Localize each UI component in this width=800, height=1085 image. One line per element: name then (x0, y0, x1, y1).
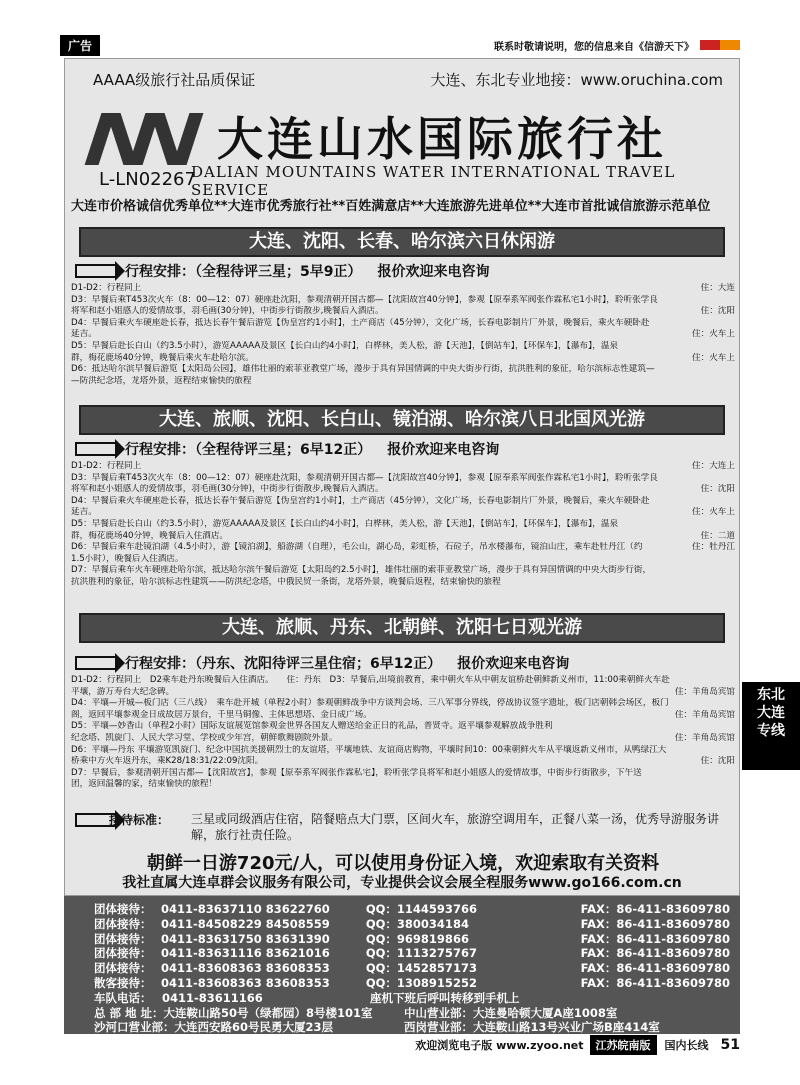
itinerary-line: D1-D2：行程同上 D2乘车赴丹东晚餐后入住酒店。 住：丹东 D3：早餐后,出境前教育，乘中朝火车从中朝友谊桥赴朝鲜新义州市，11:00乘朝鲜火车赴 (71, 675, 670, 685)
itinerary-line: 抗洪胜利的象征，哈尔滨标志性建筑——防洪纪念塔，中俄民贸一条街，龙塔外景，晚餐后返程，结束愉快的旅程 (71, 576, 501, 587)
itinerary-line: D6：抵达哈尔滨早餐后游览【太阳岛公园】，雄伟壮丽的索菲亚教堂广场，漫步于具有异国情调的中央大街步行街，抗洪胜利的象征，哈尔滨标志性建筑— (71, 364, 655, 375)
north-korea-promo: 朝鲜一日游720元/人，可以使用身份证入境，欢迎索取有关资料 (146, 853, 660, 874)
address-row: 总 部 地 址：大连鞍山路50号（绿都园）8号楼101室 中山营业部：大连曼哈顿大厦A座1008室 (94, 1005, 618, 1020)
license-number: L-LN02267 (99, 169, 196, 190)
quality-slogan: AAAA级旅行社品质保证 (93, 71, 256, 89)
itinerary-line: 平壤，游万寿台大纪念碑。 住：羊角岛宾馆 (71, 686, 735, 697)
itinerary-line: 团，返回温馨的家，结束愉快的旅程！ (71, 779, 218, 790)
itinerary-line: D1-D2：行程同上 住：大连 (71, 283, 735, 293)
car-team-row: 车队电话： 0411-83611166 座机下班后呼叫转移到手机上 (94, 990, 520, 1005)
advertisement (64, 58, 740, 896)
schedule-note: 报价欢迎来电咨询 (377, 264, 490, 280)
itinerary-line: 阁，返回平壤参观金日成故居万景台，千里马铜像、主体思想塔、金日成广场。 住：羊角岛宾馆 (71, 709, 735, 720)
service-text: 三星或同级酒店住宿，陪餐赔点大门票，区间火车，旅游空调用车，正餐八菜一汤，优秀导游服务讲解，旅行社责任险。 (191, 812, 720, 842)
tour-2-itinerary (71, 461, 735, 589)
itinerary-line: D6：平壤—丹东 平壤游览凯旋门、纪念中国抗美援朝烈士的友谊塔，平壤地铁、友谊商店购物，平壤时间10：00乘朝鲜火车从平壤返新义州市，从鸭绿江大 (71, 744, 667, 755)
itinerary-line: D7：早餐后乘车火车硬座赴哈尔滨，抵达哈尔滨午餐后游览【太阳岛约2.5小时】，雄伟壮丽的索菲亚教堂广场，漫步于具有异国情调的中央大街步行街， (71, 565, 652, 576)
contact-row: 团体接待： 0411-84508229 84508559 QQ：380034184 FAX：86-411-83609780 (94, 916, 730, 931)
schedule-note: 报价欢迎来电咨询 (387, 442, 500, 458)
tour-3-title: 大连、旅顺、丹东、北朝鲜、沈阳七日观光游 (79, 613, 725, 643)
ad-tag: 广告 (60, 35, 100, 56)
itinerary-line: D4：早餐后乘火车硬座赴长春，抵达长春午餐后游览【伪皇宫约1小时】，土产商店（45分钟），文化广场，长春电影制片厂外景，晚餐后，乘火车硬卧赴 (71, 317, 650, 328)
contact-row: 散客接待： 0411-83608363 83608353 QQ：1308915252 FAX：86-411-83609780 (94, 975, 730, 990)
tour-3-schedule (75, 653, 569, 673)
meeting-service-line: 我社直属大连卓群会议服务有限公司，专业提供会议会展全程服务www.go166.com.cn (122, 875, 682, 891)
top-bar (60, 34, 740, 56)
tour-1-title: 大连、沈阳、长春、哈尔滨六日休闲游 (79, 227, 725, 257)
tour-1-itinerary (71, 283, 735, 387)
tour-1-schedule (75, 261, 489, 281)
contact-row: 团体接待： 0411-83608363 83608353 QQ：1452857173 FAX：86-411-83609780 (94, 961, 730, 976)
tour-2-title: 大连、旅顺、沈阳、长白山、镜泊湖、哈尔滨八日北国风光游 (79, 405, 725, 435)
itinerary-line: D4：早餐后乘火车硬座赴长春，抵达长春午餐后游览【伪皇宫约1小时】，土产商店（45分钟），文化广场，长春电影制片厂外景，晚餐后，乘火车硬卧赴 (71, 495, 650, 506)
arrow-icon (75, 264, 115, 278)
arrow-icon (75, 442, 115, 456)
itinerary-line: D1-D2：行程同上 住：大连上 (71, 461, 735, 471)
schedule-label: 行程安排：（全程待评三星；6早12正） (125, 442, 372, 458)
itinerary-line: 群，梅花鹿场40分钟，晚餐后入住酒店。 住：二道 (71, 530, 735, 541)
schedule-label: 行程安排：（全程待评三星；5早9正） (125, 264, 362, 280)
itinerary-line: D3：早餐后乘T453次火车（8：00—12：07）硬座赴沈阳，参观清朝开国古都—【沈阳故宫40分钟】，参观【原奉系军阀张作霖私宅1小时】，聆听张学良 (71, 294, 658, 305)
itinerary-line: D5：早餐后赴长白山（约3.5小时），游览AAAAA及景区【长白山约4小时】，白桦林，美人松，游【天池】，【倒站车】，【环保车】，【瀑布】，温泉 (71, 518, 619, 529)
schedule-label: 行程安排：（丹东、沈阳待评三星住宿；6早12正） (125, 656, 442, 672)
itinerary-line: D5：平壤—妙香山（单程2小时）国际友谊展览馆参观金世界各国友人赠送给金正日的礼品，普贤寺。返平壤参观解放战争胜利 (71, 721, 553, 732)
service-label: 接待标准： (109, 813, 170, 827)
company-name-en: DALIAN MOUNTAINS WATER INTERNATIONAL TRAVEL SERVICE (191, 163, 676, 199)
arrow-icon (75, 656, 115, 670)
side-tab-label: 东北大连专线 (757, 687, 785, 739)
page-number: 51 (720, 1037, 740, 1053)
itinerary-line: D6：早餐后乘车赴镜泊湖（4.5小时），游【镜泊湖】，船游湖（自理），毛公山，湖心岛，彩虹桥，石砬子，吊水楼瀑布，镜泊山庄，乘车赴牡丹江（约 住：牡丹江 (71, 542, 735, 553)
publisher-logo-icon (700, 40, 740, 50)
route-type: 国内长线 (664, 1039, 709, 1052)
itinerary-line: D5：早餐后赴长白山（约3.5小时），游览AAAAA及景区【长白山约4小时】，白桦林，美人松，游【天池】，【倒站车】，【环保车】，【瀑布】，温泉 (71, 340, 619, 351)
contact-row: 团体接待： 0411-83631750 83631390 QQ：969819866 FAX：86-411-83609780 (94, 931, 730, 946)
tour-2-schedule (75, 439, 499, 459)
honors-line: 大连市价格诚信优秀单位**大连市优秀旅行社**百姓满意店**大连旅游先进单位**大连市首批诚信旅游示范单位 (71, 199, 711, 214)
itinerary-line: 1.5小时），晚餐后入住酒店。 (71, 553, 184, 564)
itinerary-line: 纪念塔、凯旋门、人民大学习堂、学校或少年宫，朝鲜歌舞剧院外景。 住：羊角岛宾馆 (71, 732, 735, 743)
itinerary-line: —防洪纪念塔，龙塔外景，返程结束愉快的旅程 (71, 375, 252, 386)
topbar-notice: 联系时敬请说明，您的信息来自《信游天下》 (494, 41, 694, 53)
schedule-note: 报价欢迎来电咨询 (457, 656, 570, 672)
footer-notice: 欢迎浏览电子版 www.zyoo.net (415, 1039, 584, 1052)
page-footer (60, 1034, 740, 1056)
tour-3-itinerary (71, 675, 735, 791)
company-logo-icon (93, 113, 203, 165)
address-row: 沙河口营业部：大连西安路60号民勇大厦23层 西岗营业部：大连鞍山路13号兴业广场B座414室 (94, 1020, 660, 1035)
itinerary-line: 延吉。 住：火车上 (71, 329, 735, 340)
region-badge: 江苏皖南版 (590, 1035, 657, 1055)
itinerary-line: D4：平壤—开城—板门店（三八线） 乘车赴开城（单程2小时）参观朝鲜战争中方谈判会场、三八军事分界线，停战协议签字遗址，板门店朝韩会场区，板门 (71, 698, 669, 709)
company-name-cn: 大连山水国际旅行社 (217, 112, 667, 166)
itinerary-line: 桥乘中方火车返丹东，乘K28/18:31/22:09沈阳。 住：沈阳 (71, 756, 735, 767)
itinerary-line: D3：早餐后乘T453次火车（8：00—12：07）硬座赴沈阳，参观清朝开国古都—【沈阳故宫40分钟】，参观【原奉系军阀张作霖私宅1小时】，聆听张学良 (71, 472, 658, 483)
contact-row: 团体接待： 0411-83631116 83621016 QQ：1113275767 FAX：86-411-83609780 (94, 946, 730, 961)
itinerary-line: 将军和赵小姐感人的爱情故事，羽毛画(30分钟)，中街步行街散步,晚餐后入酒店。 住：沈阳 (71, 306, 735, 317)
website-slogan: 大连、东北专业地接：www.oruchina.com (430, 71, 723, 89)
contact-block (64, 896, 740, 1034)
itinerary-line: D7：早餐后，参观清朝开国古都—【沈阳故宫】，参观【原奉系军阀张作霖私宅】，聆听张学良将军和赵小姐感人的爱情故事，中街步行街散步，下午送 (71, 767, 642, 778)
itinerary-line: 将军和赵小姐感人的爱情故事，羽毛画(30分钟)，中街步行街散步,晚餐后入酒店。 住：沈阳 (71, 484, 735, 495)
itinerary-line: 群，梅花鹿场40分钟，晚餐后乘火车赴哈尔滨。 住：火车上 (71, 352, 735, 363)
side-tab (742, 682, 800, 770)
itinerary-line: 延吉。 住：火车上 (71, 507, 735, 518)
contact-row: 团体接待： 0411-83637110 83622760 QQ：1144593766 FAX：86-411-83609780 (94, 902, 730, 916)
